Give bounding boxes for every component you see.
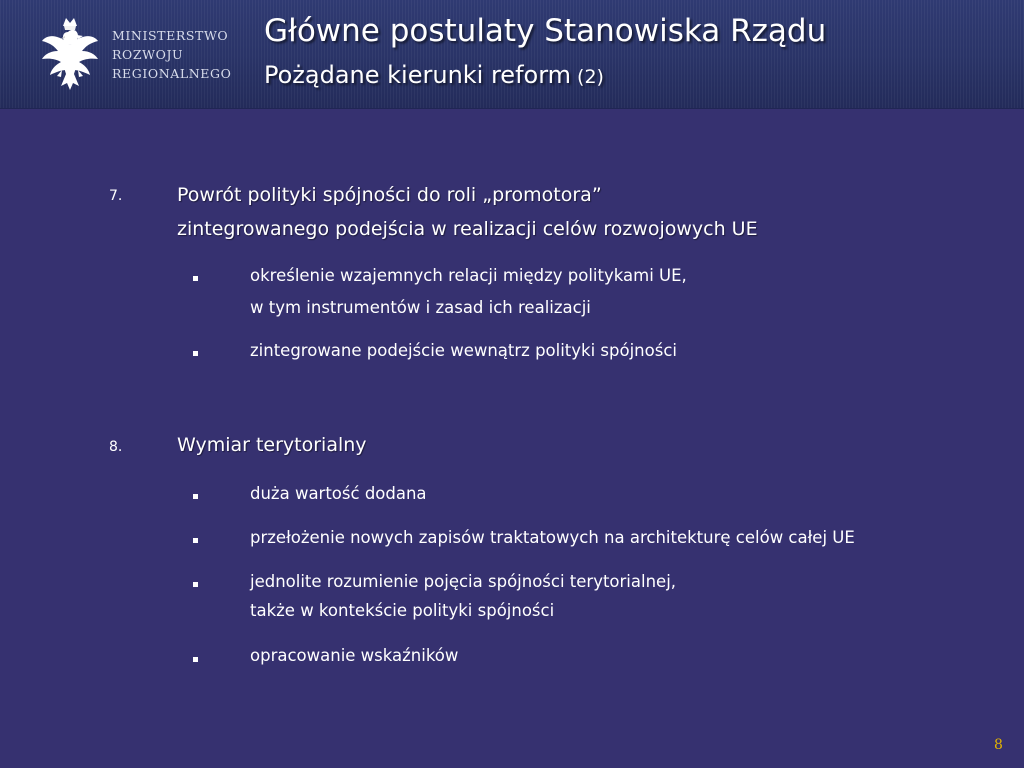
bullet-icon xyxy=(193,657,198,662)
bullet-text-line-2: także w kontekście polityki spójności xyxy=(250,601,555,620)
bullet-text: opracowanie wskaźników xyxy=(250,646,459,665)
subtitle-text: Pożądane kierunki reform xyxy=(264,61,572,89)
slide-title: Główne postulaty Stanowiska Rządu xyxy=(264,13,827,49)
ministry-line-2: ROZWOJU xyxy=(112,47,184,62)
bullet-icon xyxy=(193,582,198,587)
bullet-text: duża wartość dodana xyxy=(250,484,427,503)
item-number: 8. xyxy=(109,439,123,455)
item-number: 7. xyxy=(109,188,123,204)
bullet-icon xyxy=(193,351,198,356)
bullet-text-line-1: określenie wzajemnych relacji między politykami UE, xyxy=(250,266,687,285)
bullet-text-line-1: jednolite rozumienie pojęcia spójności terytorialnej, xyxy=(250,572,677,591)
bullet-icon xyxy=(193,538,198,543)
bullet-icon xyxy=(193,494,198,499)
bullet-text: zintegrowane podejście wewnątrz polityki spójności xyxy=(250,341,677,360)
bullet-text-line-2: w tym instrumentów i zasad ich realizacji xyxy=(250,298,591,317)
page-number: 8 xyxy=(994,737,1003,753)
ministry-line-1: MINISTERSTWO xyxy=(112,28,229,43)
ministry-line-3: REGIONALNEGO xyxy=(112,66,232,81)
bullet-text: przełożenie nowych zapisów traktatowych na architekturę celów całej UE xyxy=(250,528,855,547)
subtitle-number: (2) xyxy=(577,66,604,88)
item-heading-line-2: zintegrowanego podejścia w realizacji celów rozwojowych UE xyxy=(177,218,758,240)
item-heading-line-1: Powrót polityki spójności do roli „promotora” xyxy=(177,184,602,206)
item-heading: Wymiar terytorialny xyxy=(177,434,367,456)
bullet-icon xyxy=(193,276,198,281)
